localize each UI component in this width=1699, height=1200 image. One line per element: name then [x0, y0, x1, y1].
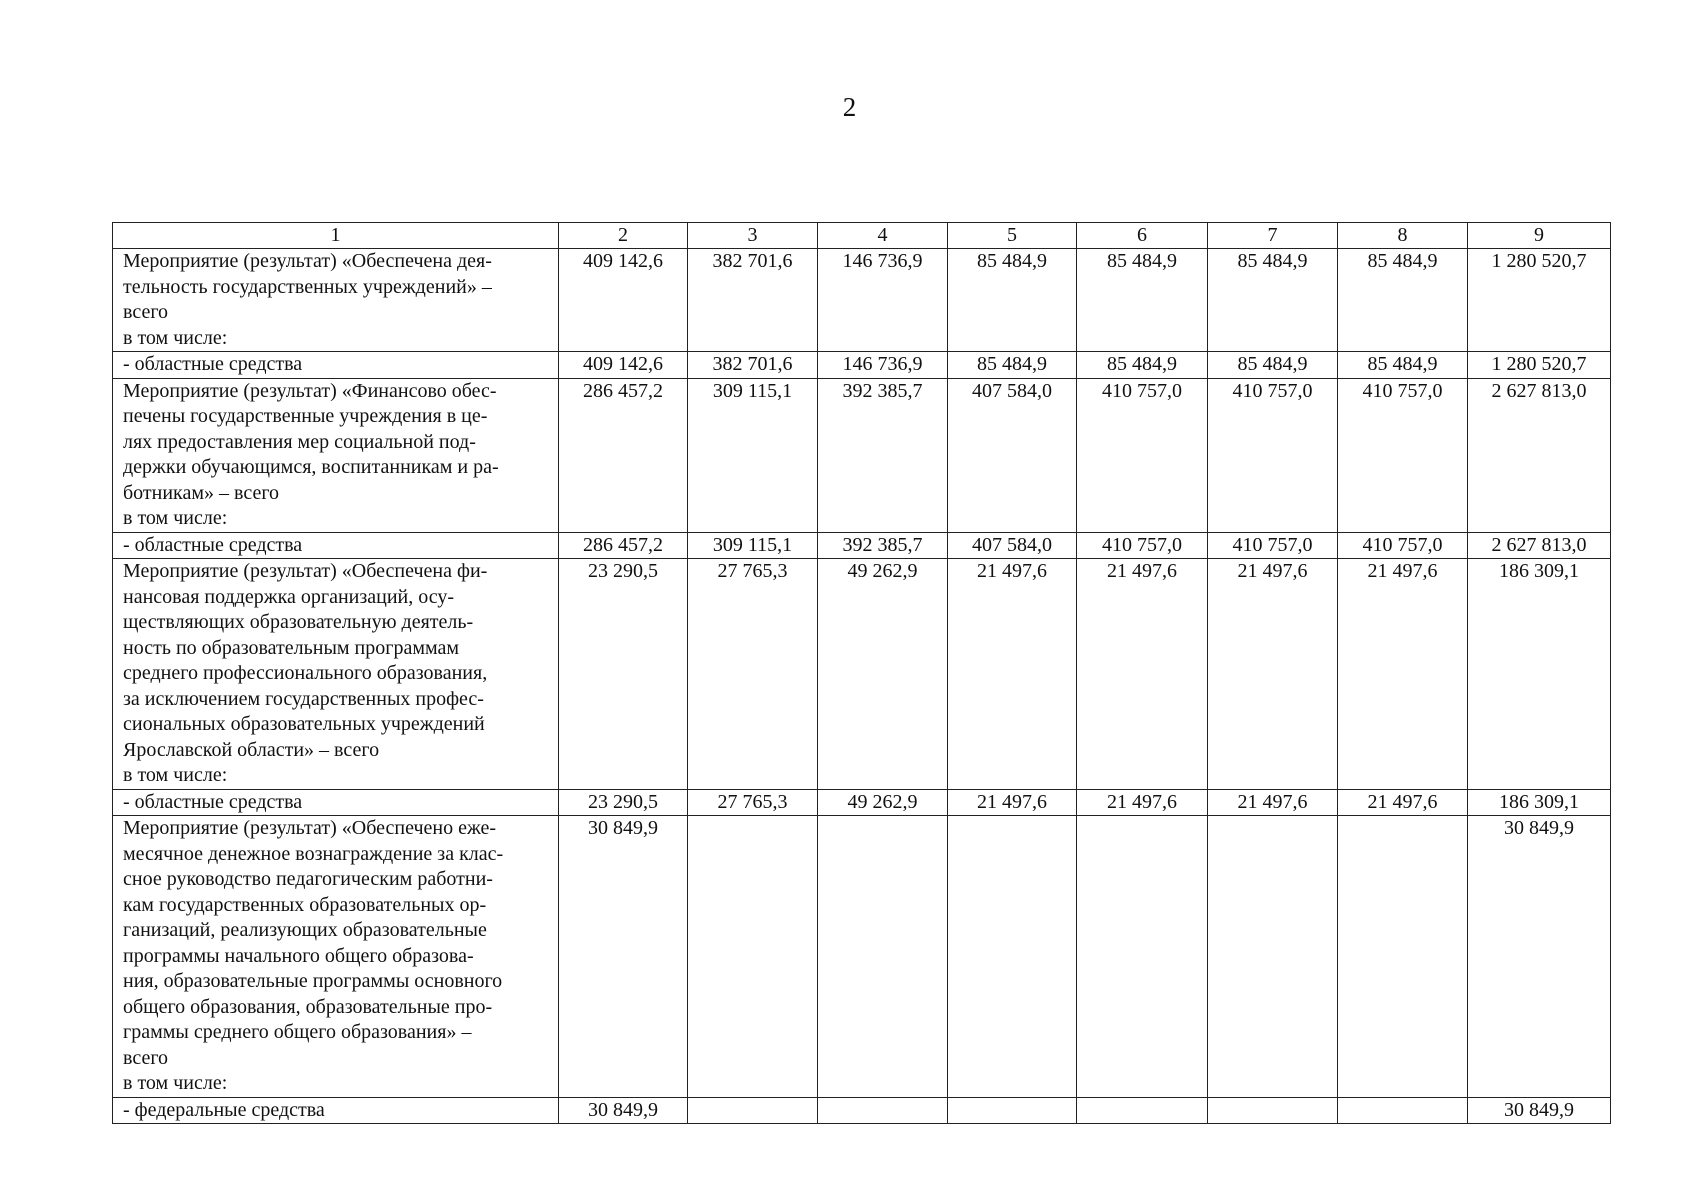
description-line: лях предоставления мер социальной под- [123, 430, 476, 453]
value-cell [818, 1097, 948, 1124]
header-cell: 6 [1077, 223, 1208, 249]
description-line: общего образования, образовательные про- [123, 995, 493, 1018]
description-line: всего [123, 1046, 169, 1069]
description-line: ния, образовательные программы основного [123, 970, 503, 992]
value-cell: 392 385,7 [818, 532, 948, 559]
funding-source-label [113, 789, 559, 816]
header-cell: 9 [1468, 223, 1611, 249]
funding-source-row [113, 352, 1611, 379]
value-cell: 21 497,6 [948, 789, 1077, 816]
value-cell: 21 497,6 [1077, 559, 1208, 790]
value-cell: 409 142,6 [559, 249, 688, 352]
value-cell: 30 849,9 [559, 816, 688, 1098]
value-cell: 21 497,6 [1338, 559, 1468, 790]
header-cell: 3 [688, 223, 818, 249]
value-cell: 85 484,9 [1208, 249, 1338, 352]
value-cell: 21 497,6 [948, 559, 1077, 790]
description-line: Мероприятие (результат) «Обеспечена дея- [123, 250, 492, 272]
funding-source-row [113, 532, 1611, 559]
funding-source-row [113, 789, 1611, 816]
header-cell: 2 [559, 223, 688, 249]
value-cell: 27 765,3 [688, 789, 818, 816]
total-cell: 1 280 520,7 [1468, 249, 1611, 352]
value-cell: 392 385,7 [818, 378, 948, 532]
description-line: программы начального общего образова- [123, 944, 474, 967]
value-cell: 85 484,9 [1077, 352, 1208, 379]
funding-source-label [113, 1097, 559, 1124]
header-cell: 7 [1208, 223, 1338, 249]
total-cell: 30 849,9 [1468, 1097, 1611, 1124]
value-cell: 30 849,9 [559, 1097, 688, 1124]
funding-source-label [113, 532, 559, 559]
value-cell: 410 757,0 [1338, 378, 1468, 532]
header-cell: 5 [948, 223, 1077, 249]
description-line: ществляющих образовательную деятель- [123, 611, 474, 633]
funding-source-label [113, 352, 559, 379]
activity-description [113, 378, 559, 532]
description-line: держки обучающимся, воспитанникам и ра- [123, 456, 499, 478]
value-cell [1208, 1097, 1338, 1124]
header-cell: 4 [818, 223, 948, 249]
description-line: в том числе: [123, 507, 228, 529]
description-line: - областные средства [123, 353, 303, 375]
total-cell: 30 849,9 [1468, 816, 1611, 1098]
value-cell: 85 484,9 [1077, 249, 1208, 352]
budget-table [112, 222, 1611, 1124]
value-cell: 382 701,6 [688, 249, 818, 352]
value-cell [1077, 816, 1208, 1098]
activity-row [113, 559, 1611, 790]
value-cell: 309 115,1 [688, 532, 818, 559]
description-line: - федеральные средства [123, 1098, 325, 1121]
description-line: ность по образовательным программам [123, 636, 460, 659]
description-line: - областные средства [123, 533, 303, 556]
value-cell: 85 484,9 [1338, 249, 1468, 352]
value-cell [1338, 816, 1468, 1098]
total-cell: 2 627 813,0 [1468, 532, 1611, 559]
value-cell: 407 584,0 [948, 532, 1077, 559]
value-cell: 410 757,0 [1077, 532, 1208, 559]
description-line: месячное денежное вознаграждение за клас- [123, 842, 504, 865]
header-cell: 1 [113, 223, 559, 249]
description-line: в том числе: [123, 764, 228, 786]
value-cell: 146 736,9 [818, 352, 948, 379]
value-cell: 286 457,2 [559, 378, 688, 532]
value-cell: 85 484,9 [948, 352, 1077, 379]
header-cell: 8 [1338, 223, 1468, 249]
activity-row [113, 816, 1611, 1098]
value-cell: 23 290,5 [559, 559, 688, 790]
activity-description [113, 249, 559, 352]
value-cell: 27 765,3 [688, 559, 818, 790]
value-cell: 309 115,1 [688, 378, 818, 532]
description-line: сное руководство педагогическим работни- [123, 868, 493, 890]
activity-row [113, 249, 1611, 352]
value-cell: 21 497,6 [1208, 789, 1338, 816]
activity-description [113, 559, 559, 790]
description-line: граммы среднего общего образования» – [123, 1021, 472, 1043]
description-line: Ярославской области» – всего [123, 738, 380, 761]
activity-row [113, 378, 1611, 532]
value-cell: 21 497,6 [1338, 789, 1468, 816]
value-cell: 21 497,6 [1208, 559, 1338, 790]
description-line: в том числе: [123, 1072, 228, 1094]
value-cell [818, 816, 948, 1098]
value-cell: 23 290,5 [559, 789, 688, 816]
value-cell: 382 701,6 [688, 352, 818, 379]
description-line: за исключением государственных профес- [123, 687, 484, 710]
value-cell: 85 484,9 [1338, 352, 1468, 379]
value-cell: 409 142,6 [559, 352, 688, 379]
value-cell [688, 1097, 818, 1124]
value-cell [1077, 1097, 1208, 1124]
value-cell [688, 816, 818, 1098]
table-header-row [113, 223, 1611, 249]
description-line: Мероприятие (результат) «Финансово обес- [123, 379, 497, 402]
funding-source-row [113, 1097, 1611, 1124]
value-cell: 410 757,0 [1077, 378, 1208, 532]
description-line: нансовая поддержка организаций, осу- [123, 585, 455, 608]
value-cell [1208, 816, 1338, 1098]
description-line: кам государственных образовательных ор- [123, 893, 487, 916]
value-cell: 410 757,0 [1208, 378, 1338, 532]
page-number: 2 [842, 92, 857, 122]
value-cell: 85 484,9 [948, 249, 1077, 352]
description-line: всего [123, 301, 169, 323]
total-cell: 186 309,1 [1468, 789, 1611, 816]
description-line: в том числе: [123, 326, 228, 349]
description-line: - областные средства [123, 790, 303, 813]
value-cell [948, 816, 1077, 1098]
value-cell: 49 262,9 [818, 789, 948, 816]
value-cell: 49 262,9 [818, 559, 948, 790]
description-line: Мероприятие (результат) «Обеспечено еже- [123, 817, 497, 839]
value-cell: 410 757,0 [1208, 532, 1338, 559]
description-line: сиональных образовательных учреждений [123, 713, 485, 735]
description-line: тельность государственных учреждений» – [123, 275, 492, 298]
total-cell: 2 627 813,0 [1468, 378, 1611, 532]
description-line: ботникам» – всего [123, 481, 280, 504]
value-cell: 21 497,6 [1077, 789, 1208, 816]
value-cell [1338, 1097, 1468, 1124]
description-line: ганизаций, реализующих образовательные [123, 919, 487, 941]
value-cell: 146 736,9 [818, 249, 948, 352]
activity-description [113, 816, 559, 1098]
value-cell: 286 457,2 [559, 532, 688, 559]
description-line: Мероприятие (результат) «Обеспечена фи- [123, 560, 488, 582]
description-line: печены государственные учреждения в це- [123, 405, 488, 427]
description-line: среднего профессионального образования, [123, 662, 488, 684]
value-cell: 410 757,0 [1338, 532, 1468, 559]
value-cell: 85 484,9 [1208, 352, 1338, 379]
total-cell: 186 309,1 [1468, 559, 1611, 790]
value-cell [948, 1097, 1077, 1124]
total-cell: 1 280 520,7 [1468, 352, 1611, 379]
value-cell: 407 584,0 [948, 378, 1077, 532]
table-body [113, 223, 1611, 1124]
